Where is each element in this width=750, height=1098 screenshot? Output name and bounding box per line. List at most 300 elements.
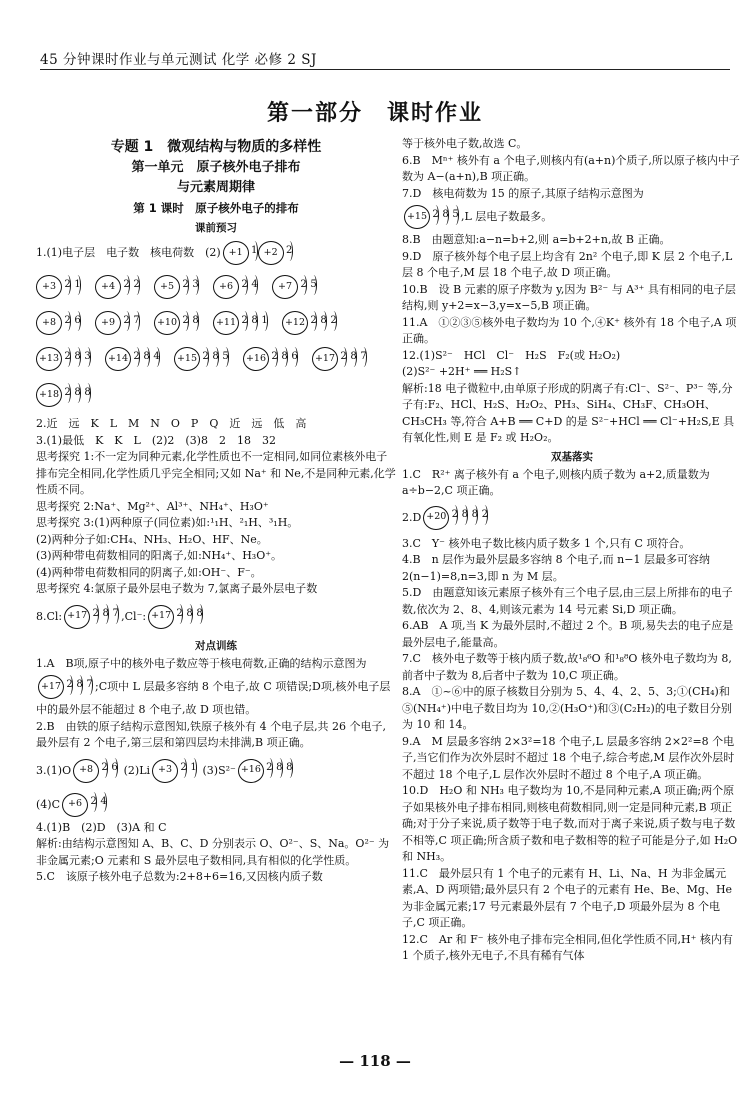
- shell-electron-count: 2: [330, 314, 337, 326]
- electron-shell: [102, 609, 109, 624]
- atom-structure-diagram: [148, 602, 203, 632]
- shell-electron-count: 2: [285, 244, 293, 256]
- electron-shells: [64, 352, 91, 367]
- shell-arc: [481, 505, 488, 525]
- nucleus-charge: +17: [38, 675, 64, 699]
- shell-electron-count: 5: [452, 208, 459, 220]
- base-4: 4.B n 层作为最外层最多容纳 8 个电子,而 n−1 层最多可容纳 2(n−1)=8,n=3,即 n 为 M 层。: [402, 553, 710, 583]
- shell-electron-count: 8: [320, 314, 327, 326]
- shell-arc: [192, 275, 199, 295]
- nucleus-charge: +8: [36, 311, 62, 335]
- answer-1-text: 1.(1)电子层 电子数 核电荷数 (2): [36, 246, 221, 259]
- shell-arc: [112, 604, 119, 624]
- right-12c: 解析:18 电子微粒中,由单原子形成的阴离子有:Cl⁻、S²⁻、P³⁻ 等,分子有:F₂、HCl、H₂S、H₂O₂、PH₃、SiH₄、CH₃F、CH₃OH、CH₃CH₃ 等,符合 A+B ══ C+D 的是 S²⁻+HCl ══ Cl⁻+H₂S,E 具有氧化性,则 E 是 F₂ 或 H₂O₂。: [402, 381, 735, 444]
- left-column: [36, 136, 396, 886]
- electron-shell: [133, 352, 140, 367]
- shell-electron-count: 4: [153, 350, 160, 362]
- shell-electron-count: 2: [266, 762, 273, 773]
- atom-structure-diagram: [36, 308, 81, 338]
- think-3c: (3)两种带电荷数相同的阳离子,如:NH₄⁺、H₃O⁺。: [36, 549, 283, 562]
- shell-electron-count: 2: [182, 278, 189, 290]
- shell-arc: [123, 275, 130, 295]
- shell-arc: [360, 347, 367, 367]
- nucleus-charge: +14: [105, 347, 131, 371]
- base-12: 12.C Ar 和 F⁻ 核外电子排布完全相同,但化学性质不同,H⁺ 核内有 1 个质子,核外无电子,不具有稀有气体: [402, 932, 733, 962]
- practice-1b-text: ;C项中 L 层最多容纳 8 个电子,故 C 项错误;D项,核外电子层中的最外层不能超过 8 个电子,故 D 项也错。: [36, 680, 391, 716]
- right-9: 9.D 原子核外每个电子层上均含有 2n² 个电子,即 K 层 2 个电子,L 层 8 个电子,M 层 18 个电子,故 D 项正确。: [402, 249, 733, 279]
- shell-arc: [100, 792, 107, 812]
- electron-shell: [471, 510, 478, 525]
- electron-shells: [451, 510, 488, 525]
- atom-diagram-row-1: [36, 272, 396, 302]
- base-8: 8.A ①~⑥中的原子核数目分别为 5、4、4、2、5、3;①(CH₄)和⑤(NH₄⁺)中电子数目均为 10,②(H₃O⁺)和③(C₂H₂)的电子数目分别为 10 和 14。: [402, 685, 732, 731]
- nucleus-charge: +18: [36, 383, 62, 407]
- electron-shell: [76, 680, 83, 695]
- atom-structure-diagram: [312, 344, 367, 374]
- practice-2: 2.B 由铁的原子结构示意图知,铁原子核外有 4 个电子层,共 26 个电子,最外层有 2 个电子,第三层和第四层均未排满,B 项正确。: [36, 719, 387, 749]
- shell-electron-count: 2: [340, 350, 347, 362]
- shell-electron-count: 2: [133, 350, 140, 362]
- shell-electron-count: 8: [212, 350, 219, 362]
- electron-shell: [64, 388, 71, 403]
- shell-electron-count: 8: [196, 608, 203, 619]
- atom-structure-diagram: [423, 503, 488, 533]
- atom-structure-diagram: [174, 344, 229, 374]
- shell-electron-count: 8: [251, 314, 258, 326]
- electron-shells: [176, 609, 203, 624]
- atom-structure-diagram: [223, 238, 258, 268]
- shell-arc: [101, 758, 108, 778]
- shell-electron-count: 8: [276, 762, 283, 773]
- shell-arc: [182, 311, 189, 331]
- electron-shell: [133, 280, 140, 295]
- p3-atom-o: [73, 756, 118, 786]
- shell-arc: [66, 675, 73, 695]
- atom-structure-diagram: [213, 272, 258, 302]
- running-header: 45 分钟课时作业与单元测试 化学 必修 2 SJ: [40, 52, 317, 68]
- shell-electron-count: 8: [76, 678, 83, 690]
- electron-shell: [291, 352, 298, 367]
- practice-4: 4.(1)B (2)D (3)A 和 C: [36, 820, 167, 834]
- shell-electron-count: 3: [84, 350, 91, 362]
- electron-shell: [111, 763, 118, 778]
- electron-shell: [64, 280, 71, 295]
- shell-electron-count: 8: [442, 208, 449, 220]
- shell-arc: [192, 311, 199, 331]
- electron-shells: [271, 352, 298, 367]
- shell-electron-count: 6: [291, 350, 298, 362]
- shell-electron-count: 2: [481, 509, 489, 520]
- atom-structure-diagram: [95, 308, 140, 338]
- electron-shell: [196, 609, 203, 624]
- shell-arc: [143, 347, 150, 367]
- nucleus-charge: +9: [95, 311, 121, 335]
- p3-atom-s: [238, 756, 293, 786]
- electron-shell: [153, 352, 160, 367]
- atom-structure-diagram: [243, 344, 298, 374]
- shell-arc: [320, 311, 327, 331]
- electron-shell: [310, 316, 317, 331]
- nucleus-charge: +12: [282, 311, 308, 335]
- electron-shell: [261, 316, 268, 331]
- shell-arc: [452, 205, 459, 225]
- electron-shells: [90, 797, 107, 812]
- nucleus-charge: +5: [154, 275, 180, 299]
- unit-heading-line1: 第一单元 原子核外电子排布: [131, 160, 301, 175]
- shell-electron-count: 2: [271, 350, 278, 362]
- answer-2: 2.近 远 K L M N O P Q 近 远 低 高: [36, 417, 307, 430]
- practice-1a: [36, 656, 396, 719]
- electron-shell: [330, 316, 337, 331]
- nucleus-charge: +7: [272, 275, 298, 299]
- nucleus-charge: +1: [223, 241, 249, 265]
- shell-electron-count: 1: [261, 314, 268, 326]
- shell-arc: [111, 758, 118, 778]
- electron-shells: [92, 609, 119, 624]
- nucleus-charge: +4: [95, 275, 121, 299]
- shell-arc: [196, 604, 203, 624]
- electron-shell: [481, 510, 488, 525]
- atom-structure-diagram: [404, 202, 459, 232]
- preview-heading: 课前预习: [195, 222, 237, 234]
- shell-electron-count: 2: [182, 314, 189, 326]
- shell-electron-count: 2: [180, 762, 187, 773]
- lesson-heading: 第 1 课时 原子核外电子的排布: [133, 201, 299, 215]
- right-11: 11.A ①②③⑤核外电子数均为 10 个,④K⁺ 核外有 18 个电子,A 项正确。: [402, 315, 737, 345]
- shell-arc: [286, 241, 293, 261]
- shell-electron-count: 2: [64, 278, 71, 290]
- shell-electron-count: 2: [241, 314, 248, 326]
- electron-shells: [251, 246, 258, 261]
- nucleus-charge: +17: [64, 605, 90, 629]
- electron-shells: [286, 246, 293, 261]
- electron-shell: [84, 352, 91, 367]
- electron-shell: [251, 316, 258, 331]
- shell-electron-count: 2: [451, 509, 459, 520]
- shell-arc: [64, 383, 71, 403]
- practice-4-analysis: 解析:由结构示意图知 A、B、C、D 分别表示 O、O²⁻、S、Na。O²⁻ 为非金属元素;O 元素和 S 最外层电子数相同,具有相似的化学性质。: [36, 837, 390, 867]
- shell-arc: [180, 758, 187, 778]
- electron-shell: [452, 210, 459, 225]
- electron-shell: [271, 352, 278, 367]
- think-3b: (2)两种分子如:CH₄、NH₃、H₂O、HF、Ne。: [36, 532, 268, 546]
- shell-arc: [251, 275, 258, 295]
- electron-shell: [222, 352, 229, 367]
- shell-arc: [182, 275, 189, 295]
- answer-8-label: 8.Cl:: [36, 609, 63, 623]
- base-10: 10.D H₂O 和 NH₃ 电子数均为 10,不是同种元素,A 项正确;两个原子如果核外电子排布相同,则核电荷数相同,则一定是同种元素,B 项正确;对于分子来说,质子数等于电子数,而对于离子来说,质子数与电子数不相等,C 项正确;所含质子数和电子数相等的粒子可能是分子,如 H₂O 和 NH₃。: [402, 784, 738, 863]
- atom-diagram-row-3: [36, 344, 396, 374]
- shell-electron-count: 2: [241, 278, 248, 290]
- atom-structure-diagram: [38, 672, 93, 702]
- electron-shell: [74, 352, 81, 367]
- atom-structure-diagram: [154, 308, 199, 338]
- shell-arc: [291, 347, 298, 367]
- shell-electron-count: 2: [202, 350, 209, 362]
- shell-electron-count: 6: [111, 762, 118, 773]
- shell-arc: [451, 505, 458, 525]
- electron-shell: [100, 797, 107, 812]
- practice-1a-text: 1.A B项,原子中的核外电子数应等于核电荷数,正确的结构示意图为: [36, 656, 367, 670]
- right-column: [402, 136, 742, 965]
- nucleus-charge: +16: [243, 347, 269, 371]
- atom-structure-diagram: [64, 602, 119, 632]
- electron-shells: [241, 316, 268, 331]
- electron-shell: [340, 352, 347, 367]
- electron-shell: [182, 280, 189, 295]
- shell-electron-count: 8: [281, 350, 288, 362]
- right-7: 7.D 核电荷数为 15 的原子,其原子结构示意图为: [402, 186, 644, 200]
- practice-heading: 对点训练: [195, 639, 237, 652]
- electron-shells: [202, 352, 229, 367]
- shell-arc: [176, 604, 183, 624]
- shell-electron-count: 8: [74, 350, 81, 362]
- electron-shell: [241, 316, 248, 331]
- shell-electron-count: 8: [102, 608, 109, 619]
- electron-shell: [310, 280, 317, 295]
- nucleus-charge: +13: [36, 347, 62, 371]
- nucleus-charge: +2: [258, 241, 284, 265]
- electron-shell: [123, 280, 130, 295]
- base-2: [402, 503, 742, 533]
- shell-electron-count: 5: [310, 278, 317, 290]
- right-8: 8.B 由题意知:a−n=b+2,则 a=b+2+n,故 B 正确。: [402, 233, 671, 246]
- atom-structure-diagram: [213, 308, 268, 338]
- electron-shells: [310, 316, 337, 331]
- shell-arc: [74, 347, 81, 367]
- practice-5: 5.C 该原子核外电子总数为:2+8+6=16,又因核内质子数: [36, 870, 323, 883]
- electron-shell: [92, 609, 99, 624]
- shell-electron-count: 2: [432, 208, 439, 220]
- shell-arc: [190, 758, 197, 778]
- right-cont: 等于核外电子数,故选 C。: [402, 137, 528, 150]
- electron-shell: [212, 352, 219, 367]
- topic-heading: 专题 1 微观结构与物质的多样性: [110, 139, 322, 155]
- shell-arc: [251, 241, 258, 261]
- shell-arc: [281, 347, 288, 367]
- shell-arc: [222, 347, 229, 367]
- answer-1: [36, 238, 396, 268]
- shell-arc: [241, 311, 248, 331]
- electron-shells: [432, 210, 459, 225]
- shell-electron-count: 2: [92, 608, 99, 619]
- shell-electron-count: 8: [186, 608, 193, 619]
- practice-3-label-li: (2)Li: [123, 763, 151, 777]
- answer-8-mid: ,Cl⁻:: [121, 609, 147, 623]
- shell-electron-count: 2: [101, 762, 108, 773]
- shell-arc: [84, 383, 91, 403]
- shell-electron-count: 1: [190, 762, 197, 773]
- shell-arc: [471, 505, 478, 525]
- electron-shell: [101, 763, 108, 778]
- shell-electron-count: 2: [176, 608, 183, 619]
- shell-arc: [340, 347, 347, 367]
- nucleus-charge: +11: [213, 311, 239, 335]
- base-6: 6.AB A 项,当 K 为最外层时,不超过 2 个。B 项,易失去的电子应是最外层电子,能量高。: [402, 619, 734, 649]
- electron-shell: [286, 763, 293, 778]
- shell-electron-count: 8: [84, 386, 91, 398]
- think-3d: (4)两种带电荷数相同的阴离子,如:OH⁻、F⁻。: [36, 565, 262, 579]
- practice-3-label-c: (4)C: [36, 797, 60, 811]
- electron-shell: [350, 352, 357, 367]
- electron-shells: [64, 316, 81, 331]
- shell-electron-count: 6: [74, 314, 81, 326]
- practice-3: [36, 756, 396, 786]
- atom-structure-diagram: [282, 308, 337, 338]
- part-title: 第一部分 课时作业: [266, 101, 483, 126]
- electron-shell: [266, 763, 273, 778]
- electron-shell: [86, 680, 93, 695]
- electron-shell: [241, 280, 248, 295]
- shell-arc: [84, 347, 91, 367]
- electron-shells: [340, 352, 367, 367]
- electron-shell: [133, 316, 140, 331]
- atom-structure-diagram: [272, 272, 317, 302]
- shell-electron-count: 8: [350, 350, 357, 362]
- base-1: 1.C R²⁺ 离子核外有 a 个电子,则核内质子数为 a+2,质量数为 a÷b−2,C 项正确。: [402, 467, 710, 497]
- shell-arc: [123, 311, 130, 331]
- q1-atoms: [223, 238, 293, 268]
- shell-electron-count: 4: [251, 278, 258, 290]
- electron-shell: [74, 280, 81, 295]
- unit-heading-line2: 与元素周期律: [176, 180, 255, 195]
- atom-structure-diagram: [36, 380, 91, 410]
- shell-electron-count: 2: [90, 796, 97, 807]
- electron-shell: [90, 797, 97, 812]
- shell-arc: [276, 758, 283, 778]
- nucleus-charge: +6: [62, 793, 88, 817]
- atom-structure-diagram: [238, 756, 293, 786]
- base-9: 9.A M 层最多容纳 2×3²=18 个电子,L 层最多容纳 2×2²=8 个电子,当它们作为次外层时不超过 18 个电子,综合考虑,M 层作次外层时不超过 18 个电子,L 层作次外层时不超过 8 个电子,A 项正确。: [402, 734, 735, 781]
- p3-atom-li: [152, 756, 197, 786]
- electron-shell: [143, 352, 150, 367]
- electron-shells: [180, 763, 197, 778]
- electron-shell: [251, 246, 258, 261]
- shell-arc: [266, 758, 273, 778]
- shell-arc: [251, 311, 258, 331]
- shell-electron-count: 7: [360, 350, 367, 362]
- shell-arc: [310, 311, 317, 331]
- electron-shells: [123, 280, 140, 295]
- electron-shell: [186, 609, 193, 624]
- nucleus-charge: +20: [423, 506, 449, 530]
- think-4: 思考探究 4:氯原子最外层电子数为 7,氯离子最外层电子数: [36, 582, 318, 595]
- nucleus-charge: +17: [148, 605, 174, 629]
- cl-ion-diagram: [148, 602, 203, 632]
- nucleus-charge: +15: [404, 205, 430, 229]
- atom-structure-diagram: [152, 756, 197, 786]
- shell-arc: [271, 347, 278, 367]
- shell-electron-count: 7: [112, 608, 119, 619]
- atom-diagram-row-4: [36, 380, 396, 410]
- shell-electron-count: 7: [133, 314, 140, 326]
- nucleus-charge: +15: [174, 347, 200, 371]
- p1-atom-diagram: [38, 672, 93, 702]
- electron-shells: [123, 316, 140, 331]
- electron-shells: [300, 280, 317, 295]
- electron-shell: [281, 352, 288, 367]
- shell-arc: [133, 311, 140, 331]
- electron-shells: [266, 763, 293, 778]
- practice-3d: [36, 790, 396, 820]
- p3-atom-c: [62, 790, 107, 820]
- base-11: 11.C 最外层只有 1 个电子的元素有 H、Li、Na、H 为非金属元素,A、D 两项错;最外层只有 2 个电子的元素有 He、Be、Mg、He 为非金属元素;17 号元素最外层有 7 个电子,D 项最外层为 8 个电子,C 项正确。: [402, 866, 733, 929]
- right-12a: 12.(1)S²⁻ HCl Cl⁻ H₂S F₂(或 H₂O₂): [402, 348, 621, 362]
- electron-shell: [64, 316, 71, 331]
- right-7b-text: ,L 层电子数最多。: [461, 210, 553, 223]
- electron-shell: [180, 763, 187, 778]
- electron-shell: [432, 210, 439, 225]
- shell-electron-count: 8: [74, 386, 81, 398]
- shell-electron-count: 2: [123, 314, 130, 326]
- shell-arc: [86, 675, 93, 695]
- shell-electron-count: 1: [74, 278, 81, 290]
- electron-shell: [192, 316, 199, 331]
- atom-structure-diagram: [36, 272, 81, 302]
- shell-arc: [90, 792, 97, 812]
- nucleus-charge: +6: [213, 275, 239, 299]
- shell-electron-count: 8: [461, 509, 469, 520]
- electron-shells: [101, 763, 118, 778]
- practice-3-label-o: 3.(1)O: [36, 763, 72, 777]
- shell-arc: [300, 275, 307, 295]
- base-heading: 双基落实: [551, 450, 593, 463]
- shell-electron-count: 8: [143, 350, 150, 362]
- shell-arc: [153, 347, 160, 367]
- electron-shells: [241, 280, 258, 295]
- page-number: — 118 —: [339, 1052, 411, 1070]
- electron-shells: [64, 388, 91, 403]
- shell-arc: [461, 505, 468, 525]
- shell-arc: [74, 275, 81, 295]
- electron-shell: [190, 763, 197, 778]
- r7-atom-diagram: [404, 202, 459, 232]
- answer-3: 3.(1)最低 K K L (2)2 (3)8 2 18 32: [36, 433, 276, 447]
- electron-shell: [84, 388, 91, 403]
- electron-shell: [182, 316, 189, 331]
- base-5: 5.D 由题意知该元素原子核外有三个电子层,由三层上所排布的电子数,依次为 2、8、4,则该元素为 14 号元素 Si,D 项正确。: [402, 586, 733, 616]
- electron-shell: [123, 316, 130, 331]
- shell-arc: [64, 275, 71, 295]
- shell-arc: [64, 347, 71, 367]
- electron-shell: [451, 510, 458, 525]
- electron-shells: [133, 352, 160, 367]
- shell-arc: [92, 604, 99, 624]
- electron-shell: [74, 316, 81, 331]
- cl-atom-diagram: [64, 602, 119, 632]
- base-3: 3.C Y⁻ 核外电子数比核内质子数多 1 个,只有 C 项符合。: [402, 536, 691, 550]
- shell-arc: [74, 311, 81, 331]
- shell-electron-count: 8: [471, 509, 479, 520]
- electron-shell: [202, 352, 209, 367]
- atom-structure-diagram: [154, 272, 199, 302]
- atom-structure-diagram: [105, 344, 160, 374]
- nucleus-charge: +16: [238, 759, 264, 783]
- shell-arc: [76, 675, 83, 695]
- base-7: 7.C 核外电子数等于核内质子数,故¹₈⁶O 和¹₈⁸O 核外电子数均为 8,前者中子数为 8,后者中子数为 10,C 项正确。: [402, 652, 732, 682]
- shell-electron-count: 2: [66, 678, 73, 690]
- shell-arc: [102, 604, 109, 624]
- nucleus-charge: +3: [152, 759, 178, 783]
- shell-arc: [133, 347, 140, 367]
- shell-arc: [186, 604, 193, 624]
- shell-arc: [74, 383, 81, 403]
- electron-shells: [182, 316, 199, 331]
- shell-electron-count: 2: [133, 278, 140, 290]
- electron-shell: [320, 316, 327, 331]
- nucleus-charge: +8: [73, 759, 99, 783]
- b2-atom-diagram: [423, 503, 488, 533]
